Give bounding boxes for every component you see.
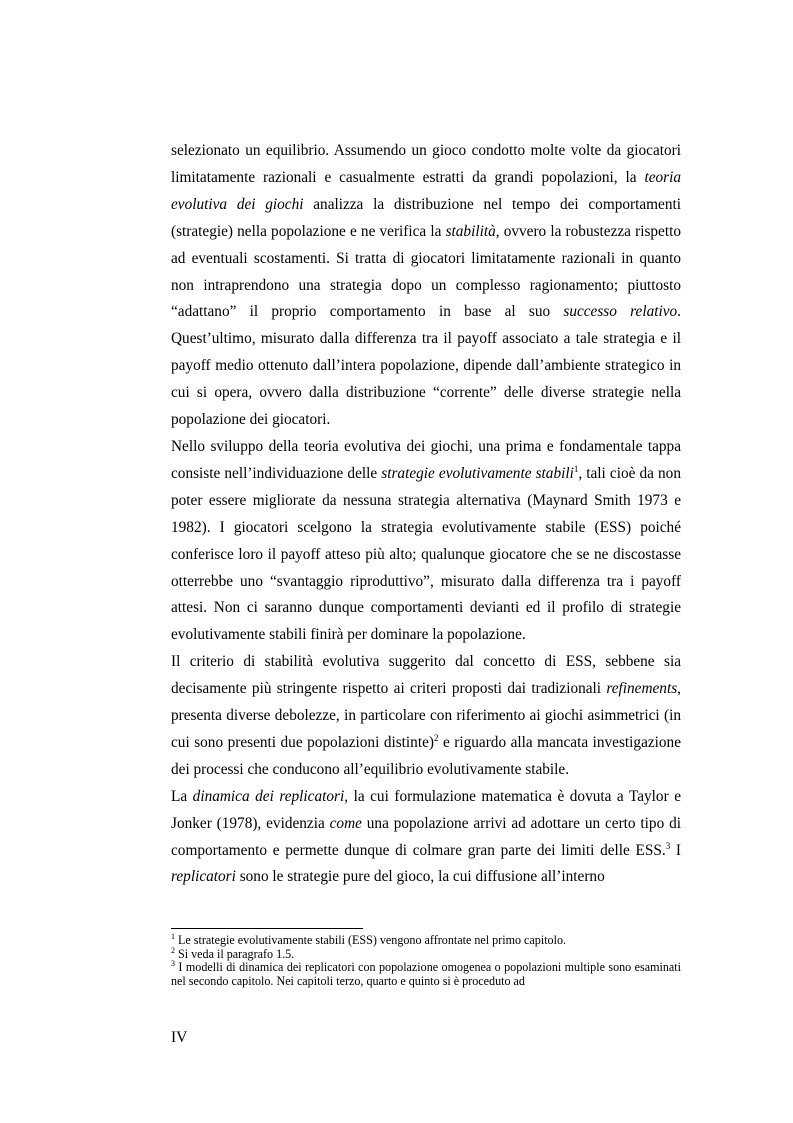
footnote-separator <box>171 928 363 929</box>
text-run: , presenta diverse debolezze, in particolare con riferimento ai giochi asimmetrici (in cui sono presenti due popolazioni distinte) <box>171 680 681 751</box>
text-run: sono le strategie pure del gioco, la cui diffusione all’interno <box>235 868 605 886</box>
italic-term: refinements <box>606 680 678 698</box>
italic-term: successo relativo <box>563 303 678 321</box>
body-text <box>171 138 681 891</box>
text-run: Nello sviluppo della teoria evolutiva dei giochi, una prima e fondamentale tappa consiste nell’individuazione delle <box>171 437 681 482</box>
paragraph-4 <box>171 784 681 892</box>
footnote-number: 3 <box>171 958 175 968</box>
text-run: . Quest’ultimo, misurato dalla differenza tra il payoff associato a tale strategia e il payoff medio ottenuto dall’intera popolazione, dipende dall’ambiente strategico in cui si opera, ovvero dalla distribuzione “corrente” delle diverse strategie nella popolazione dei giocatori. <box>171 303 681 429</box>
paragraph-3 <box>171 649 681 784</box>
italic-term: replicatori <box>171 868 236 886</box>
text-run: , ovvero la robustezza rispetto ad eventuali scostamenti. Si tratta di giocatori limitatamente razionali in quanto non intraprendono una strategia dopo un complesso ragionamento; piuttosto “adattano” il proprio comportamento in base al suo <box>171 222 681 321</box>
footnote-text: Si veda il paragrafo 1.5. <box>175 946 295 961</box>
footnote-1 <box>171 931 681 948</box>
italic-term: stabilità <box>445 222 496 240</box>
footnote-text: I modelli di dinamica dei replicatori con popolazione omogenea o popolazioni multiple sono esaminati nel secondo capitolo. Nei capitoli terzo, quarto e quinto si è proceduto ad <box>171 960 681 988</box>
text-run: Il criterio di stabilità evolutiva suggerito dal concetto di ESS, sebbene sia decisamente più stringente rispetto ai criteri proposti dai tradizionali <box>171 653 681 698</box>
footnote-ref[interactable]: 1 <box>573 463 579 474</box>
text-run: La <box>171 787 193 805</box>
italic-term: come <box>329 814 362 832</box>
footnote-2 <box>171 945 681 962</box>
paragraph-2 <box>171 434 681 649</box>
footnote-ref[interactable]: 2 <box>433 732 439 743</box>
text-run: e riguardo alla mancata investigazione dei processi che conducono all’equilibrio evolutivamente stabile. <box>171 733 681 778</box>
footnote-3 <box>171 958 681 988</box>
footnote-text: Le strategie evolutivamente stabili (ESS) vengono affrontate nel primo capitolo. <box>175 933 567 947</box>
footnote-number: 2 <box>171 945 175 955</box>
italic-term: dinamica dei replicatori <box>192 787 345 805</box>
footnotes <box>171 931 681 988</box>
footnote-ref[interactable]: 3 <box>665 840 671 851</box>
text-run: selezionato un equilibrio. Assumendo un gioco condotto molte volte da giocatori limitatamente razionali e casualmente estratti da grandi popolazioni, la <box>171 142 681 186</box>
italic-term: strategie evolutivamente stabili <box>381 464 574 482</box>
page-number: IV <box>171 1029 188 1046</box>
text-run: , tali cioè da non poter essere migliorate da nessuna strategia alternativa (Maynard Smith 1973 e 1982). I giocatori scelgono la strategia evolutivamente stabile (ESS) poiché conferisce loro il payoff atteso più alto; qualunque giocatore che se ne discostasse otterrebbe uno “svantaggio riproduttivo”, misurato dalla differenza tra i payoff attesi. Non ci saranno dunque comportamenti devianti ed il profilo di strategie evolutivamente stabili finirà per dominare la popolazione. <box>171 464 681 644</box>
text-run: una popolazione arrivi ad adottare un certo tipo di comportamento e permette dunque di colmare gran parte dei limiti delle ESS. <box>171 814 682 859</box>
text-run: analizza la distribuzione nel tempo dei comportamenti (strategie) nella popolazione e ne verifica la <box>171 195 681 240</box>
paragraph-1 <box>171 138 681 434</box>
text-run: I <box>670 841 681 859</box>
italic-term: teoria evolutiva dei giochi <box>171 168 681 213</box>
text-run: , la cui formulazione matematica è dovuta a Taylor e Jonker (1978), evidenzia <box>171 787 681 832</box>
footnote-number: 1 <box>171 931 175 941</box>
